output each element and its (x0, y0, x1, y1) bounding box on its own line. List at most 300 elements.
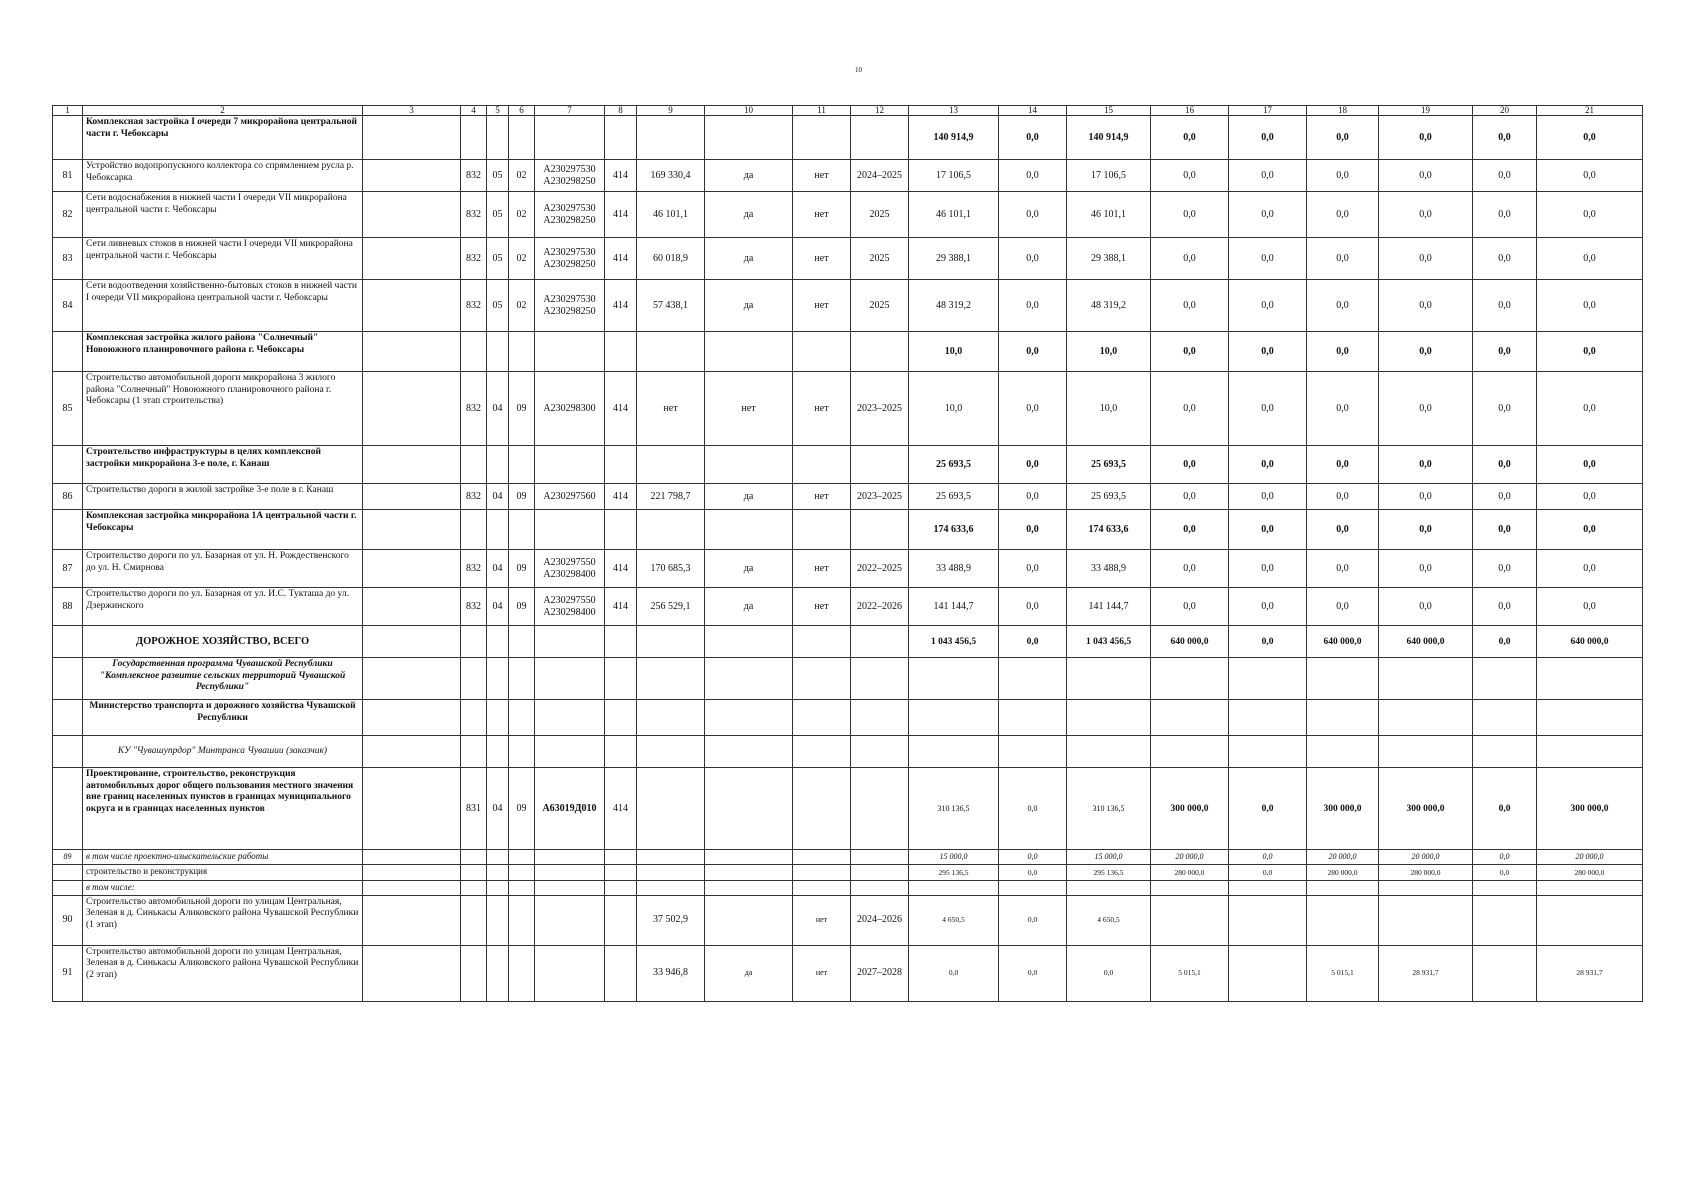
table-cell: 2022–2025 (851, 550, 909, 588)
amount-cell: 0,0 (1229, 372, 1307, 446)
table-row (53, 850, 1643, 865)
table-cell (487, 880, 509, 895)
table-cell (605, 658, 637, 700)
table-cell (851, 700, 909, 736)
table-cell (605, 864, 637, 880)
object-name: Строительство дороги по ул. Базарная от ул. И.С. Тукташа до ул. Дзержинского (83, 588, 363, 626)
table-cell (363, 192, 461, 238)
table-cell: 2025 (851, 238, 909, 280)
table-cell (851, 768, 909, 850)
amount-cell: 4 650,5 (909, 895, 999, 945)
table-cell (363, 588, 461, 626)
table-cell: 04 (487, 372, 509, 446)
amount-cell (1473, 658, 1537, 700)
amount-cell: 0,0 (1307, 372, 1379, 446)
amount-cell: 0,0 (1473, 768, 1537, 850)
amount-cell: 10,0 (909, 372, 999, 446)
amount-cell (909, 736, 999, 768)
table-cell (509, 864, 535, 880)
table-cell (363, 768, 461, 850)
amount-cell (1473, 945, 1537, 1001)
amount-cell: 0,0 (1307, 446, 1379, 484)
budget-code: А230298300 (535, 372, 605, 446)
table-cell (363, 510, 461, 550)
table-cell: 414 (605, 484, 637, 510)
table-cell (461, 700, 487, 736)
table-cell (851, 446, 909, 484)
table-cell (605, 332, 637, 372)
amount-cell: 0,0 (1379, 238, 1473, 280)
flag-cell: да (705, 238, 793, 280)
amount-cell (1307, 700, 1379, 736)
flag-cell (705, 116, 793, 160)
flag-cell (705, 768, 793, 850)
amount-cell: 0,0 (909, 945, 999, 1001)
amount-cell: 28 931,7 (1537, 945, 1643, 1001)
amount-cell: 15 000,0 (1067, 850, 1151, 865)
amount-cell: 0,0 (1473, 588, 1537, 626)
table-cell (637, 626, 705, 658)
amount-cell: 0,0 (1473, 550, 1537, 588)
table-row (53, 332, 1643, 372)
amount-cell: 33 488,9 (1067, 550, 1151, 588)
amount-cell: 0,0 (1537, 160, 1643, 192)
table-cell (363, 116, 461, 160)
amount-cell: 25 693,5 (1067, 484, 1151, 510)
table-cell: 05 (487, 280, 509, 332)
table-cell (851, 850, 909, 865)
table-cell (363, 945, 461, 1001)
amount-cell (1379, 895, 1473, 945)
table-cell (363, 895, 461, 945)
table-cell: 02 (509, 160, 535, 192)
table-cell: 832 (461, 372, 487, 446)
table-cell (637, 850, 705, 865)
row-number (53, 768, 83, 850)
amount-cell: 0,0 (1537, 116, 1643, 160)
table-cell: 832 (461, 280, 487, 332)
budget-code: А230297550 А230298400 (535, 588, 605, 626)
amount-cell: 0,0 (1229, 588, 1307, 626)
table-cell (363, 484, 461, 510)
table-row (53, 116, 1643, 160)
amount-cell: 295 136,5 (909, 864, 999, 880)
amount-cell: 0,0 (999, 895, 1067, 945)
table-row (53, 550, 1643, 588)
amount-cell: 10,0 (1067, 372, 1151, 446)
amount-cell: 0,0 (1151, 160, 1229, 192)
amount-cell: 0,0 (1379, 192, 1473, 238)
amount-cell: 10,0 (1067, 332, 1151, 372)
table-cell (637, 736, 705, 768)
column-header: 8 (605, 106, 637, 116)
table-cell: 256 529,1 (637, 588, 705, 626)
table-row (53, 160, 1643, 192)
row-number: 82 (53, 192, 83, 238)
row-number (53, 626, 83, 658)
amount-cell (1537, 700, 1643, 736)
amount-cell: 0,0 (1229, 238, 1307, 280)
table-cell: 09 (509, 768, 535, 850)
table-cell (487, 658, 509, 700)
table-cell (637, 446, 705, 484)
amount-cell: 300 000,0 (1151, 768, 1229, 850)
amount-cell: 0,0 (1229, 768, 1307, 850)
amount-cell: 0,0 (999, 588, 1067, 626)
amount-cell (1379, 700, 1473, 736)
table-cell (487, 895, 509, 945)
page-number: 10 (855, 66, 862, 74)
table-cell: 02 (509, 192, 535, 238)
table-cell (509, 446, 535, 484)
amount-cell: 0,0 (1307, 332, 1379, 372)
amount-cell (909, 658, 999, 700)
amount-cell: 0,0 (1473, 864, 1537, 880)
table-cell (509, 945, 535, 1001)
table-cell: 09 (509, 550, 535, 588)
table-cell: 414 (605, 588, 637, 626)
amount-cell: 0,0 (999, 238, 1067, 280)
table-cell (363, 626, 461, 658)
table-cell (363, 880, 461, 895)
table-row (53, 895, 1643, 945)
table-row (53, 768, 1643, 850)
table-row (53, 446, 1643, 484)
table-cell (851, 332, 909, 372)
flag-cell: нет (793, 372, 851, 446)
amount-cell: 25 693,5 (909, 484, 999, 510)
amount-cell: 0,0 (1307, 192, 1379, 238)
table-cell (487, 736, 509, 768)
flag-cell (705, 658, 793, 700)
row-number (53, 510, 83, 550)
amount-cell: 0,0 (999, 280, 1067, 332)
table-cell: 2022–2026 (851, 588, 909, 626)
table-cell: 414 (605, 280, 637, 332)
object-name: Сети водоснабжения в нижней части I очереди VII микрорайона центральной части г. Чебоксары (83, 192, 363, 238)
table-cell (363, 850, 461, 865)
table-cell: 05 (487, 160, 509, 192)
table-cell (637, 700, 705, 736)
amount-cell: 0,0 (1229, 192, 1307, 238)
column-header: 12 (851, 106, 909, 116)
table-cell: 414 (605, 192, 637, 238)
amount-cell: 0,0 (1379, 280, 1473, 332)
flag-cell (793, 768, 851, 850)
amount-cell: 0,0 (1473, 850, 1537, 865)
budget-code (535, 736, 605, 768)
table-cell (637, 880, 705, 895)
flag-cell: нет (793, 484, 851, 510)
amount-cell: 20 000,0 (1307, 850, 1379, 865)
amount-cell: 48 319,2 (1067, 280, 1151, 332)
object-name: Проектирование, строительство, реконструкция автомобильных дорог общего пользования местного значения вне границ населенных пунктов в границах муниципального округа и в границах населенных пунктов (83, 768, 363, 850)
amount-cell: 0,0 (1307, 280, 1379, 332)
table-cell (509, 736, 535, 768)
flag-cell: нет (793, 945, 851, 1001)
amount-cell: 174 633,6 (909, 510, 999, 550)
table-cell (487, 850, 509, 865)
flag-cell (705, 700, 793, 736)
amount-cell: 0,0 (1537, 332, 1643, 372)
budget-code (535, 658, 605, 700)
object-name: Министерство транспорта и дорожного хозяйства Чувашской Республики (83, 700, 363, 736)
amount-cell: 0,0 (1473, 280, 1537, 332)
table-cell (637, 864, 705, 880)
amount-cell: 0,0 (1537, 446, 1643, 484)
amount-cell: 0,0 (1379, 160, 1473, 192)
amount-cell: 0,0 (999, 484, 1067, 510)
amount-cell (1151, 895, 1229, 945)
column-header: 19 (1379, 106, 1473, 116)
amount-cell (1379, 880, 1473, 895)
table-cell (487, 700, 509, 736)
column-header: 16 (1151, 106, 1229, 116)
object-name: Строительство автомобильной дороги микрорайона 3 жилого района "Солнечный" Новоюжного планировочного района г. Чебоксары (1 этап строительства) (83, 372, 363, 446)
amount-cell (1537, 736, 1643, 768)
amount-cell: 300 000,0 (1379, 768, 1473, 850)
flag-cell: да (705, 945, 793, 1001)
table-cell (461, 864, 487, 880)
budget-code (535, 895, 605, 945)
amount-cell: 0,0 (1537, 484, 1643, 510)
amount-cell: 0,0 (1473, 510, 1537, 550)
row-number (53, 736, 83, 768)
object-name: в том числе проектно-изыскательские работы (83, 850, 363, 865)
table-cell (509, 510, 535, 550)
table-cell (363, 736, 461, 768)
amount-cell: 0,0 (1473, 238, 1537, 280)
object-name: Строительство автомобильной дороги по улицам Центральная, Зеленая в д. Синькасы Аликовского района Чувашской Республики (2 этап) (83, 945, 363, 1001)
table-cell: 414 (605, 372, 637, 446)
table-cell: 831 (461, 768, 487, 850)
amount-cell: 0,0 (1151, 484, 1229, 510)
table-cell (605, 510, 637, 550)
amount-cell (999, 880, 1067, 895)
amount-cell (1307, 736, 1379, 768)
table-cell: 02 (509, 280, 535, 332)
amount-cell: 5 015,1 (1307, 945, 1379, 1001)
amount-cell (1229, 700, 1307, 736)
amount-cell: 0,0 (999, 372, 1067, 446)
table-cell (461, 658, 487, 700)
amount-cell: 0,0 (999, 850, 1067, 865)
flag-cell (705, 895, 793, 945)
register-table (52, 105, 1643, 1002)
column-header: 9 (637, 106, 705, 116)
amount-cell: 0,0 (999, 160, 1067, 192)
table-cell: 832 (461, 238, 487, 280)
object-name: Строительство дороги в жилой застройке 3-е поле в г. Канаш (83, 484, 363, 510)
table-cell (363, 238, 461, 280)
column-header: 15 (1067, 106, 1151, 116)
table-cell (461, 446, 487, 484)
row-number: 91 (53, 945, 83, 1001)
table-cell: 09 (509, 484, 535, 510)
amount-cell: 0,0 (1229, 280, 1307, 332)
table-cell: 414 (605, 160, 637, 192)
budget-code: А230297530 А230298250 (535, 280, 605, 332)
table-cell: 60 018,9 (637, 238, 705, 280)
table-cell (363, 332, 461, 372)
table-cell (637, 768, 705, 850)
amount-cell (1229, 658, 1307, 700)
table-cell: 09 (509, 372, 535, 446)
amount-cell: 0,0 (1151, 332, 1229, 372)
table-cell: 02 (509, 238, 535, 280)
row-number (53, 116, 83, 160)
amount-cell: 0,0 (1067, 945, 1151, 1001)
amount-cell: 29 388,1 (1067, 238, 1151, 280)
flag-cell: нет (793, 192, 851, 238)
table-row (53, 736, 1643, 768)
amount-cell: 0,0 (999, 192, 1067, 238)
table-cell (461, 332, 487, 372)
table-cell (363, 658, 461, 700)
amount-cell: 4 650,5 (1067, 895, 1151, 945)
table-cell: 05 (487, 192, 509, 238)
amount-cell: 0,0 (999, 864, 1067, 880)
amount-cell: 0,0 (1379, 484, 1473, 510)
amount-cell: 141 144,7 (1067, 588, 1151, 626)
amount-cell: 0,0 (999, 768, 1067, 850)
budget-code (535, 700, 605, 736)
row-number: 84 (53, 280, 83, 332)
amount-cell (1229, 736, 1307, 768)
amount-cell: 310 136,5 (909, 768, 999, 850)
amount-cell: 0,0 (1229, 510, 1307, 550)
flag-cell (793, 658, 851, 700)
amount-cell: 0,0 (999, 116, 1067, 160)
amount-cell (1067, 658, 1151, 700)
table-cell (487, 864, 509, 880)
flag-cell: да (705, 160, 793, 192)
amount-cell: 33 488,9 (909, 550, 999, 588)
budget-code: А230297530 А230298250 (535, 160, 605, 192)
amount-cell: 0,0 (1307, 550, 1379, 588)
table-cell (605, 736, 637, 768)
table-row (53, 658, 1643, 700)
table-row (53, 484, 1643, 510)
amount-cell: 0,0 (1473, 484, 1537, 510)
table-cell: 170 685,3 (637, 550, 705, 588)
table-cell: нет (637, 372, 705, 446)
amount-cell: 0,0 (1537, 238, 1643, 280)
flag-cell (793, 510, 851, 550)
table-cell (461, 895, 487, 945)
row-number (53, 658, 83, 700)
flag-cell (793, 864, 851, 880)
table-cell: 832 (461, 550, 487, 588)
flag-cell: нет (793, 895, 851, 945)
flag-cell: да (705, 588, 793, 626)
row-number (53, 700, 83, 736)
amount-cell: 20 000,0 (1151, 850, 1229, 865)
amount-cell: 0,0 (1473, 116, 1537, 160)
amount-cell (1379, 736, 1473, 768)
table-cell: 33 946,8 (637, 945, 705, 1001)
flag-cell: нет (793, 160, 851, 192)
table-cell (461, 736, 487, 768)
amount-cell: 25 693,5 (1067, 446, 1151, 484)
table-cell (461, 510, 487, 550)
flag-cell (705, 850, 793, 865)
amount-cell: 0,0 (999, 332, 1067, 372)
amount-cell: 1 043 456,5 (1067, 626, 1151, 658)
amount-cell (1473, 880, 1537, 895)
table-cell: 04 (487, 550, 509, 588)
amount-cell: 0,0 (1307, 588, 1379, 626)
row-number (53, 864, 83, 880)
row-number (53, 332, 83, 372)
table-row (53, 945, 1643, 1001)
flag-cell: да (705, 280, 793, 332)
amount-cell: 46 101,1 (909, 192, 999, 238)
amount-cell: 0,0 (1307, 116, 1379, 160)
amount-cell: 0,0 (999, 510, 1067, 550)
amount-cell (1473, 700, 1537, 736)
amount-cell (1537, 895, 1643, 945)
table-cell (851, 626, 909, 658)
table-cell (461, 850, 487, 865)
object-name: Комплексная застройка I очереди 7 микрорайона центральной части г. Чебоксары (83, 116, 363, 160)
budget-code (535, 116, 605, 160)
table-cell (851, 658, 909, 700)
table-cell (509, 700, 535, 736)
amount-cell: 0,0 (1537, 510, 1643, 550)
table-cell (509, 895, 535, 945)
table-cell (461, 945, 487, 1001)
column-header: 21 (1537, 106, 1643, 116)
amount-cell: 0,0 (1307, 160, 1379, 192)
object-name: строительство и реконструкция (83, 864, 363, 880)
amount-cell (1229, 880, 1307, 895)
amount-cell: 0,0 (1229, 446, 1307, 484)
row-number (53, 446, 83, 484)
object-name: Сети ливневых стоков в нижней части I очереди VII микрорайона центральной части г. Чебоксары (83, 238, 363, 280)
amount-cell: 0,0 (1151, 446, 1229, 484)
table-cell (363, 864, 461, 880)
amount-cell (1151, 658, 1229, 700)
amount-cell: 1 043 456,5 (909, 626, 999, 658)
budget-code: А230297530 А230298250 (535, 238, 605, 280)
row-number: 83 (53, 238, 83, 280)
flag-cell (793, 332, 851, 372)
table-cell: 832 (461, 192, 487, 238)
column-header: 3 (363, 106, 461, 116)
budget-code (535, 332, 605, 372)
table-cell: 169 330,4 (637, 160, 705, 192)
table-cell (851, 880, 909, 895)
flag-cell (705, 736, 793, 768)
row-number: 85 (53, 372, 83, 446)
table-cell: 2027–2028 (851, 945, 909, 1001)
column-header: 2 (83, 106, 363, 116)
flag-cell (705, 446, 793, 484)
table-cell (637, 332, 705, 372)
table-cell (363, 550, 461, 588)
amount-cell: 140 914,9 (909, 116, 999, 160)
amount-cell: 300 000,0 (1307, 768, 1379, 850)
flag-cell (705, 332, 793, 372)
flag-cell (793, 736, 851, 768)
amount-cell: 0,0 (1307, 238, 1379, 280)
object-name: Сети водоотведения хозяйственно-бытовых стоков в нижней части I очереди VII микрорайона центральной части г. Чебоксары (83, 280, 363, 332)
amount-cell: 17 106,5 (909, 160, 999, 192)
amount-cell: 280 000,0 (1151, 864, 1229, 880)
amount-cell: 46 101,1 (1067, 192, 1151, 238)
amount-cell: 0,0 (1473, 332, 1537, 372)
